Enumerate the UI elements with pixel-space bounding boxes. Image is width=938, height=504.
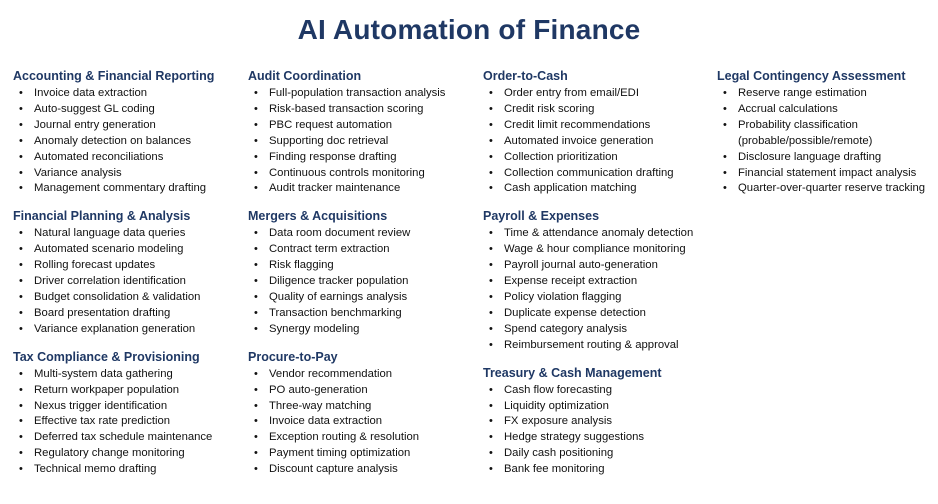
- bullet-icon: •: [19, 118, 23, 131]
- page-title: AI Automation of Finance: [297, 14, 641, 45]
- list-item-text: Supporting doc retrieval: [269, 134, 389, 147]
- bullet-icon: •: [19, 150, 23, 163]
- list-item-text: Continuous controls monitoring: [269, 166, 425, 179]
- list-item: [248, 118, 473, 134]
- list-item: [248, 242, 473, 258]
- column-2: [248, 68, 473, 489]
- list-item-text: Payroll journal auto-generation: [504, 259, 658, 272]
- list-item: [717, 102, 938, 118]
- list-item: [483, 290, 708, 306]
- list-item-text: Full-population transaction analysis: [269, 87, 446, 99]
- list-item: [483, 86, 708, 102]
- bullet-icon: •: [19, 431, 23, 444]
- list-item-text: Anomaly detection on balances: [34, 134, 192, 147]
- bullet-list: [483, 86, 708, 197]
- bullet-icon: •: [489, 275, 493, 288]
- list-item-text: Effective tax rate prediction: [34, 415, 171, 428]
- bullet-list: [13, 367, 238, 478]
- list-item-text: Three-way matching: [269, 399, 372, 412]
- list-item: [248, 322, 473, 338]
- section-audit-coordination: [248, 68, 473, 197]
- column-3: [483, 68, 708, 489]
- list-item: [483, 242, 708, 258]
- bullet-icon: •: [254, 182, 258, 195]
- bullet-icon: •: [489, 102, 493, 115]
- bullet-icon: •: [19, 102, 23, 115]
- section-heading: Financial Planning & Analysis: [13, 209, 191, 224]
- bullet-icon: •: [254, 322, 258, 335]
- list-item: [248, 306, 473, 322]
- list-item-text: Policy violation flagging: [504, 290, 622, 303]
- list-item-text: Management commentary drafting: [34, 182, 207, 195]
- list-item-text: Automated scenario modeling: [34, 243, 184, 256]
- list-item: [13, 322, 238, 338]
- list-item-text: Cash application matching: [504, 182, 637, 195]
- bullet-icon: •: [19, 447, 23, 460]
- list-item-text: Return workpaper population: [34, 383, 180, 396]
- section-heading: Accounting & Financial Reporting: [13, 69, 215, 83]
- list-item: [483, 118, 708, 134]
- list-item: [13, 102, 238, 118]
- bullet-list: [483, 226, 708, 353]
- bullet-icon: •: [19, 259, 23, 272]
- bullet-list: [13, 226, 238, 337]
- list-item: [248, 274, 473, 290]
- list-item: [717, 86, 938, 102]
- list-item-text: Duplicate expense detection: [504, 306, 646, 319]
- list-item-text: Reserve range estimation: [738, 87, 867, 99]
- list-item-text: Liquidity optimization: [504, 399, 609, 412]
- bullet-icon: •: [489, 322, 493, 335]
- section-treasury-and-cash-management: [483, 365, 708, 478]
- list-item-text: PO auto-generation: [269, 383, 368, 396]
- list-item: [483, 134, 708, 150]
- list-item-text: Data room document review: [269, 227, 411, 240]
- list-item-text: Vendor recommendation: [269, 367, 393, 380]
- list-item: [13, 274, 238, 290]
- list-item: [248, 383, 473, 399]
- section-heading: Tax Compliance & Provisioning: [13, 349, 200, 364]
- list-item: [717, 118, 938, 150]
- bullet-icon: •: [19, 399, 23, 412]
- bullet-icon: •: [19, 322, 23, 335]
- list-item: [13, 150, 238, 166]
- bullet-icon: •: [489, 87, 493, 99]
- list-item: [483, 306, 708, 322]
- bullet-list: [248, 86, 473, 197]
- bullet-icon: •: [489, 447, 493, 460]
- list-item: [248, 290, 473, 306]
- list-item-text: Quality of earnings analysis: [269, 290, 408, 303]
- list-item: [483, 322, 708, 338]
- list-item-text: FX exposure analysis: [504, 415, 612, 428]
- list-item-text: Budget consolidation & validation: [34, 290, 201, 303]
- list-item: [13, 242, 238, 258]
- list-item: [483, 414, 708, 430]
- section-financial-planning-and-analysis: [13, 208, 238, 337]
- list-item-text: Risk flagging: [269, 259, 334, 272]
- bullet-list: [13, 86, 238, 197]
- list-item-text: Expense receipt extraction: [504, 275, 638, 288]
- bullet-icon: •: [254, 367, 258, 380]
- bullet-icon: •: [254, 290, 258, 303]
- list-item-text: Contract term extraction: [269, 243, 390, 256]
- list-item-text: Natural language data queries: [34, 227, 186, 240]
- list-item-text: Technical memo drafting: [34, 463, 157, 476]
- list-item-text: Collection prioritization: [504, 150, 618, 163]
- list-item: [483, 181, 708, 197]
- list-item-text: Disclosure language drafting: [738, 150, 882, 163]
- list-item: [248, 166, 473, 182]
- list-item: [483, 383, 708, 399]
- list-item: [13, 430, 238, 446]
- bullet-icon: •: [254, 227, 258, 240]
- list-item: [483, 338, 708, 354]
- bullet-list: [248, 367, 473, 478]
- bullet-icon: •: [489, 431, 493, 444]
- bullet-icon: •: [489, 243, 493, 256]
- list-item: [248, 134, 473, 150]
- section-heading: Legal Contingency Assessment: [717, 69, 906, 83]
- bullet-icon: •: [723, 182, 727, 195]
- list-item: [248, 367, 473, 383]
- section-mergers-and-acquisitions: [248, 208, 473, 337]
- list-item-text: Credit risk scoring: [504, 102, 595, 115]
- list-item-text: Driver correlation identification: [34, 275, 186, 288]
- bullet-icon: •: [254, 102, 258, 115]
- list-item: [483, 274, 708, 290]
- list-item-text: Reimbursement routing & approval: [504, 338, 679, 351]
- list-item: [717, 150, 938, 166]
- list-item: [13, 414, 238, 430]
- bullet-list: [248, 226, 473, 337]
- list-item: [248, 226, 473, 242]
- column-4: [717, 68, 938, 208]
- list-item-text: Deferred tax schedule maintenance: [34, 431, 213, 444]
- bullet-icon: •: [254, 383, 258, 396]
- list-item: [13, 181, 238, 197]
- bullet-icon: •: [489, 227, 493, 240]
- section-legal-contingency-assessment: [717, 68, 938, 197]
- section-heading: Order-to-Cash: [483, 69, 568, 83]
- bullet-icon: •: [489, 399, 493, 412]
- list-item-text: Auto-suggest GL coding: [34, 102, 155, 115]
- list-item: [13, 86, 238, 102]
- list-item: [483, 446, 708, 462]
- bullet-icon: •: [254, 118, 258, 131]
- list-item-text: Transaction benchmarking: [269, 306, 402, 319]
- bullet-icon: •: [19, 306, 23, 319]
- bullet-icon: •: [489, 259, 493, 272]
- list-item-text: Credit limit recommendations: [504, 118, 651, 131]
- list-item-text: PBC request automation: [269, 118, 393, 131]
- list-item-text: Probability classification (probable/possible/remote): [738, 118, 873, 147]
- bullet-icon: •: [723, 102, 727, 115]
- list-item-text: Wage & hour compliance monitoring: [504, 243, 686, 256]
- column-1: [13, 68, 238, 489]
- list-item: [483, 399, 708, 415]
- list-item-text: Bank fee monitoring: [504, 463, 605, 476]
- list-item: [248, 414, 473, 430]
- bullet-icon: •: [489, 182, 493, 195]
- list-item: [13, 367, 238, 383]
- section-order-to-cash: [483, 68, 708, 197]
- bullet-icon: •: [254, 166, 258, 179]
- bullet-icon: •: [254, 243, 258, 256]
- bullet-icon: •: [489, 290, 493, 303]
- bullet-icon: •: [254, 415, 258, 428]
- bullet-icon: •: [254, 463, 258, 476]
- list-item: [483, 150, 708, 166]
- list-item-text: Collection communication drafting: [504, 166, 674, 179]
- list-item: [13, 399, 238, 415]
- list-item-text: Accrual calculations: [738, 102, 838, 115]
- list-item: [13, 134, 238, 150]
- list-item-text: Nexus trigger identification: [34, 399, 168, 412]
- bullet-icon: •: [723, 150, 727, 163]
- list-item-text: Exception routing & resolution: [269, 431, 420, 444]
- section-heading: Payroll & Expenses: [483, 209, 600, 224]
- list-item: [13, 226, 238, 242]
- list-item-text: Audit tracker maintenance: [269, 182, 401, 195]
- bullet-icon: •: [723, 87, 727, 99]
- list-item: [13, 462, 238, 478]
- list-item: [248, 446, 473, 462]
- list-item-text: Financial statement impact analysis: [738, 166, 917, 179]
- list-item-text: Payment timing optimization: [269, 447, 411, 460]
- list-item-text: Diligence tracker population: [269, 275, 409, 288]
- list-item: [248, 181, 473, 197]
- list-item: [248, 462, 473, 478]
- list-item-text: Order entry from email/EDI: [504, 87, 639, 99]
- bullet-icon: •: [19, 243, 23, 256]
- list-item: [13, 446, 238, 462]
- list-item-text: Daily cash positioning: [504, 447, 614, 460]
- bullet-icon: •: [19, 290, 23, 303]
- list-item: [248, 150, 473, 166]
- section-procure-to-pay: [248, 349, 473, 478]
- list-item: [483, 462, 708, 478]
- list-item-text: Journal entry generation: [34, 118, 156, 131]
- list-item: [483, 258, 708, 274]
- list-item: [13, 290, 238, 306]
- bullet-icon: •: [19, 227, 23, 240]
- list-item: [483, 430, 708, 446]
- list-item: [13, 383, 238, 399]
- section-heading: Audit Coordination: [248, 69, 362, 83]
- section-accounting-and-financial-reporting: [13, 68, 238, 197]
- bullet-icon: •: [254, 87, 258, 99]
- bullet-icon: •: [489, 306, 493, 319]
- bullet-icon: •: [489, 383, 493, 396]
- list-item: [13, 306, 238, 322]
- bullet-icon: •: [489, 166, 493, 179]
- list-item-text: Risk-based transaction scoring: [269, 102, 424, 115]
- bullet-icon: •: [489, 415, 493, 428]
- list-item-text: Time & attendance anomaly detection: [504, 227, 694, 240]
- bullet-icon: •: [254, 134, 258, 147]
- list-item-text: Invoice data extraction: [269, 415, 383, 428]
- bullet-icon: •: [254, 306, 258, 319]
- bullet-icon: •: [489, 463, 493, 476]
- list-item: [248, 86, 473, 102]
- list-item: [717, 181, 938, 197]
- list-item-text: Synergy modeling: [269, 322, 360, 335]
- list-item: [483, 102, 708, 118]
- list-item-text: Cash flow forecasting: [504, 383, 612, 396]
- list-item: [248, 430, 473, 446]
- bullet-icon: •: [723, 118, 727, 131]
- bullet-icon: •: [19, 134, 23, 147]
- bullet-icon: •: [19, 87, 23, 99]
- list-item-text: Multi-system data gathering: [34, 367, 173, 380]
- section-heading: Mergers & Acquisitions: [248, 209, 388, 224]
- list-item: [483, 226, 708, 242]
- bullet-icon: •: [19, 463, 23, 476]
- list-item-text: Variance explanation generation: [34, 322, 196, 335]
- list-item-text: Quarter-over-quarter reserve tracking: [738, 182, 926, 195]
- bullet-icon: •: [254, 399, 258, 412]
- bullet-icon: •: [489, 338, 493, 351]
- bullet-icon: •: [254, 275, 258, 288]
- section-tax-compliance-and-provisioning: [13, 349, 238, 478]
- list-item-text: Invoice data extraction: [34, 87, 148, 99]
- list-item: [248, 399, 473, 415]
- list-item-text: Rolling forecast updates: [34, 259, 156, 272]
- bullet-icon: •: [489, 134, 493, 147]
- list-item: [717, 166, 938, 182]
- list-item: [13, 166, 238, 182]
- list-item-text: Discount capture analysis: [269, 463, 398, 476]
- list-item: [13, 258, 238, 274]
- bullet-icon: •: [254, 150, 258, 163]
- list-item-text: Automated invoice generation: [504, 134, 654, 147]
- list-item: [13, 118, 238, 134]
- bullet-icon: •: [489, 118, 493, 131]
- list-item-text: Automated reconciliations: [34, 150, 164, 163]
- list-item: [483, 166, 708, 182]
- bullet-icon: •: [19, 383, 23, 396]
- section-heading: Treasury & Cash Management: [483, 365, 662, 380]
- list-item-text: Spend category analysis: [504, 322, 628, 335]
- bullet-icon: •: [254, 431, 258, 444]
- bullet-icon: •: [19, 367, 23, 380]
- list-item-text: Variance analysis: [34, 166, 122, 179]
- bullet-list: [483, 383, 708, 478]
- list-item-text: Board presentation drafting: [34, 306, 171, 319]
- section-payroll-and-expenses: [483, 208, 708, 353]
- bullet-icon: •: [723, 166, 727, 179]
- bullet-icon: •: [254, 447, 258, 460]
- list-item: [248, 258, 473, 274]
- bullet-icon: •: [19, 166, 23, 179]
- bullet-icon: •: [254, 259, 258, 272]
- bullet-list: [717, 86, 938, 197]
- list-item-text: Finding response drafting: [269, 150, 397, 163]
- bullet-icon: •: [19, 275, 23, 288]
- bullet-icon: •: [19, 415, 23, 428]
- list-item: [248, 102, 473, 118]
- list-item-text: Hedge strategy suggestions: [504, 431, 645, 444]
- bullet-icon: •: [489, 150, 493, 163]
- bullet-icon: •: [19, 182, 23, 195]
- list-item-text: Regulatory change monitoring: [34, 447, 185, 460]
- section-heading: Procure-to-Pay: [248, 349, 338, 364]
